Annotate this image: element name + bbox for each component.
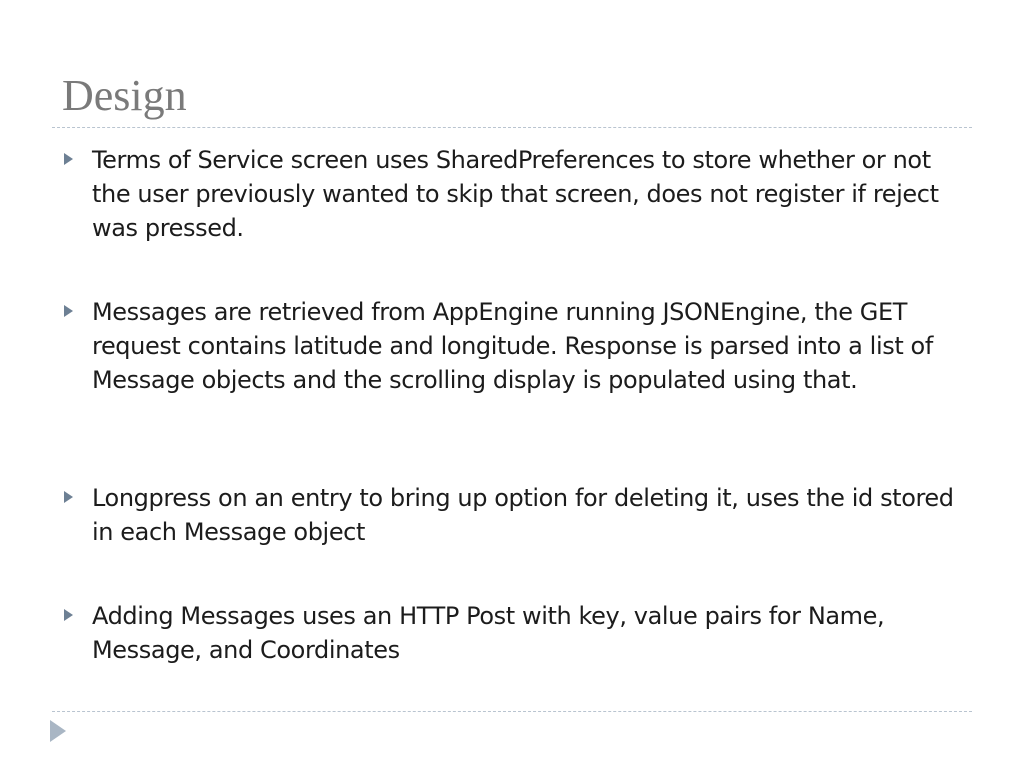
triangle-right-icon bbox=[60, 295, 92, 397]
slide-title: Design bbox=[62, 71, 187, 120]
triangle-right-icon bbox=[60, 599, 92, 667]
bullet-text: Longpress on an entry to bring up option for deleting it, uses the id stored in each Message object bbox=[92, 484, 954, 546]
play-arrow-icon[interactable] bbox=[50, 720, 66, 747]
footer-divider bbox=[52, 711, 972, 712]
triangle-right-icon bbox=[60, 481, 92, 549]
bullet-text: Adding Messages uses an HTTP Post with key, value pairs for Name, Message, and Coordinates bbox=[92, 602, 885, 664]
bullet-item bbox=[60, 143, 960, 245]
bullet-item bbox=[60, 295, 960, 397]
title-divider bbox=[52, 127, 972, 128]
bullet-text: Messages are retrieved from AppEngine running JSONEngine, the GET request contains latitude and longitude. Response is parsed into a list of Message objects and the scrolling display is populated using that. bbox=[92, 298, 933, 394]
triangle-right-icon bbox=[60, 143, 92, 245]
bullet-item bbox=[60, 599, 960, 667]
bullet-text: Terms of Service screen uses SharedPreferences to store whether or not the user previously wanted to skip that screen, does not register if reject was pressed. bbox=[92, 146, 939, 242]
bullet-item bbox=[60, 481, 960, 549]
